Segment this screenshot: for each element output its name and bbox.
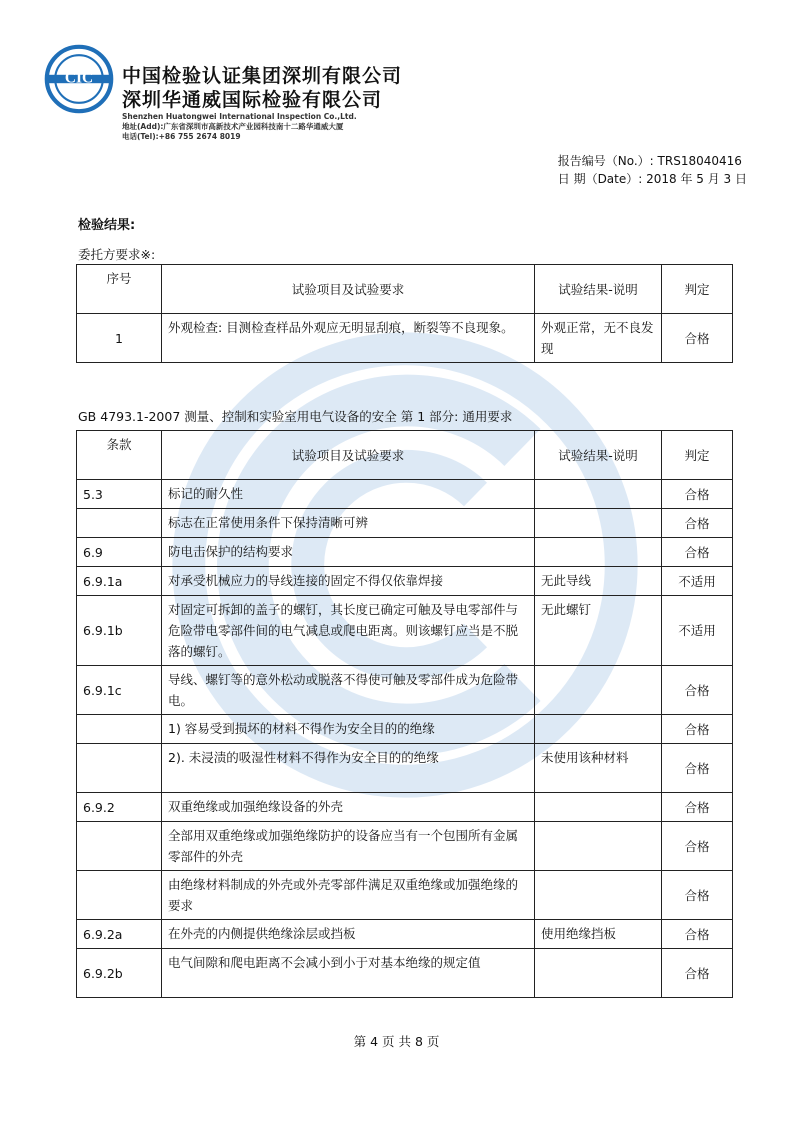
table-row (77, 538, 733, 567)
row-result (535, 871, 662, 920)
row-verdict: 合格 (662, 538, 733, 567)
row-result (535, 538, 662, 567)
cic-logo (44, 44, 114, 114)
header-no: 序号 (77, 265, 162, 314)
section-title: 检验结果: (78, 218, 136, 233)
row-verdict: 合格 (662, 949, 733, 998)
table-row (77, 314, 733, 363)
row-clause: 6.9.1b (77, 596, 162, 666)
row-item: 在外壳的内侧提供绝缘涂层或挡板 (162, 920, 535, 949)
logo-text: CIC (64, 69, 94, 87)
row-verdict: 合格 (662, 793, 733, 822)
row-item: 对固定可拆卸的盖子的螺钉，其长度已确定可触及导电零部件与危险带电零部件间的电气减息或爬电距离。则该螺钉应当是不脱落的螺钉。 (162, 596, 535, 666)
table-row (77, 666, 733, 715)
table-row (77, 949, 733, 998)
page-footer: 第 4 页 共 8 页 (353, 1034, 440, 1049)
row-verdict: 合格 (662, 920, 733, 949)
row-item: 外观检查: 目测检查样品外观应无明显刮痕，断裂等不良现象。 (162, 314, 535, 363)
row-verdict: 不适用 (662, 567, 733, 596)
report-date: 日 期（Date）: 2018 年 5 月 3 日 (557, 172, 747, 186)
company-name-cn-1: 中国检验认证集团深圳有限公司 (122, 65, 403, 87)
row-verdict: 合格 (662, 666, 733, 715)
table-header-row (77, 265, 733, 314)
row-item: 电气间隙和爬电距离不会减小到小于对基本绝缘的规定值 (162, 949, 535, 998)
header-result: 试验结果-说明 (535, 431, 662, 480)
row-verdict: 不适用 (662, 596, 733, 666)
client-requirement-table (76, 264, 733, 363)
company-address: 地址(Add):广东省深圳市高新技术产业园科技南十二路华通威大厦 (122, 122, 344, 131)
header-item: 试验项目及试验要求 (162, 431, 535, 480)
row-item: 1) 容易受到损坏的材料不得作为安全目的的绝缘 (162, 715, 535, 744)
row-item: 导线、螺钉等的意外松动或脱落不得使可触及零部件成为危险带电。 (162, 666, 535, 715)
row-item: 2). 未浸渍的吸湿性材料不得作为安全目的的绝缘 (162, 744, 535, 793)
row-item: 对承受机械应力的导线连接的固定不得仅依靠焊接 (162, 567, 535, 596)
report-info (558, 152, 747, 188)
row-verdict: 合格 (662, 314, 733, 363)
table-row (77, 715, 733, 744)
standard-table (76, 430, 733, 998)
row-item: 标志在正常使用条件下保持清晰可辨 (162, 509, 535, 538)
row-result: 使用绝缘挡板 (535, 920, 662, 949)
header-clause: 条款 (77, 431, 162, 480)
row-result: 外观正常，无不良发现 (535, 314, 662, 363)
table-row (77, 822, 733, 871)
row-result (535, 949, 662, 998)
row-clause (77, 744, 162, 793)
row-verdict: 合格 (662, 715, 733, 744)
standard-table-body (77, 480, 733, 998)
row-item: 由绝缘材料制成的外壳或外壳零部件满足双重绝缘或加强绝缘的要求 (162, 871, 535, 920)
row-clause (77, 871, 162, 920)
company-name-cn-2: 深圳华通威国际检验有限公司 (122, 89, 383, 111)
row-clause (77, 822, 162, 871)
report-number: 报告编号（No.）: TRS18040416 (557, 154, 742, 168)
row-clause (77, 715, 162, 744)
row-clause: 6.9.1c (77, 666, 162, 715)
row-clause: 6.9.1a (77, 567, 162, 596)
row-clause: 6.9.2 (77, 793, 162, 822)
company-header (122, 64, 402, 142)
table-row (77, 509, 733, 538)
row-clause: 6.9 (77, 538, 162, 567)
row-clause: 5.3 (77, 480, 162, 509)
row-result: 无此导线 (535, 567, 662, 596)
row-no: 1 (77, 314, 162, 363)
table-row (77, 567, 733, 596)
table-row (77, 744, 733, 793)
standard-title: GB 4793.1-2007 测量、控制和实验室用电气设备的安全 第 1 部分: 通用要求 (78, 409, 513, 424)
table-row (77, 871, 733, 920)
row-result: 未使用该种材料 (535, 744, 662, 793)
row-verdict: 合格 (662, 509, 733, 538)
table-row (77, 793, 733, 822)
row-clause: 6.9.2b (77, 949, 162, 998)
row-item: 全部用双重绝缘或加强绝缘防护的设备应当有一个包围所有金属零部件的外壳 (162, 822, 535, 871)
row-verdict: 合格 (662, 871, 733, 920)
row-result (535, 666, 662, 715)
header-verdict: 判定 (662, 431, 733, 480)
row-verdict: 合格 (662, 822, 733, 871)
row-item: 标记的耐久性 (162, 480, 535, 509)
table-row (77, 920, 733, 949)
row-verdict: 合格 (662, 480, 733, 509)
header-item: 试验项目及试验要求 (162, 265, 535, 314)
client-requirement-label: 委托方要求※: (78, 247, 156, 262)
row-result (535, 793, 662, 822)
row-verdict: 合格 (662, 744, 733, 793)
row-result (535, 715, 662, 744)
row-result (535, 480, 662, 509)
header-verdict: 判定 (662, 265, 733, 314)
row-item: 防电击保护的结构要求 (162, 538, 535, 567)
company-telephone: 电话(Tel):+86 755 2674 8019 (122, 132, 241, 141)
table-row (77, 596, 733, 666)
company-name-en: Shenzhen Huatongwei International Inspection Co.,Ltd. (122, 112, 357, 121)
row-result (535, 509, 662, 538)
table-row (77, 480, 733, 509)
table-header-row (77, 431, 733, 480)
row-result: 无此螺钉 (535, 596, 662, 666)
row-result (535, 822, 662, 871)
row-item: 双重绝缘或加强绝缘设备的外壳 (162, 793, 535, 822)
header-result: 试验结果-说明 (535, 265, 662, 314)
row-clause (77, 509, 162, 538)
row-clause: 6.9.2a (77, 920, 162, 949)
